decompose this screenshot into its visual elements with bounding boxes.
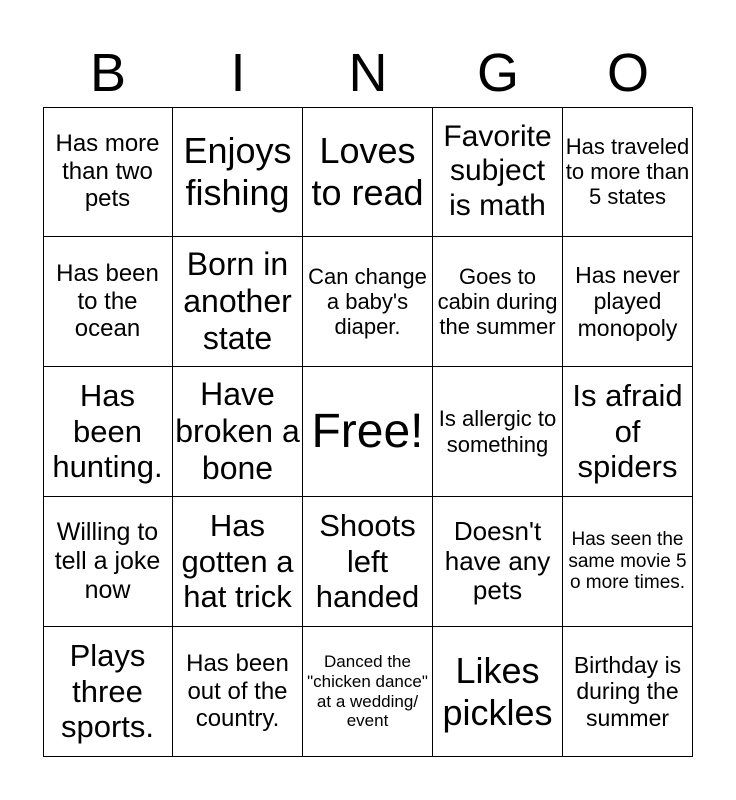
bingo-cell-text: Likes pickles (442, 650, 553, 733)
bingo-cell[interactable] (43, 497, 173, 627)
bingo-cell-text: Has been out of the country. (186, 650, 289, 733)
bingo-cell-text: Has been to the ocean (56, 260, 159, 343)
bingo-cell[interactable] (433, 237, 563, 367)
bingo-cell-text: Goes to cabin during the summer (437, 263, 558, 340)
bingo-cell-text: Has more than two pets (55, 130, 160, 213)
bingo-cell[interactable] (433, 367, 563, 497)
bingo-cell[interactable] (563, 237, 693, 367)
bingo-cell[interactable] (173, 237, 303, 367)
bingo-board (43, 107, 693, 757)
bingo-cell-text: Has traveled to more than 5 states (565, 133, 690, 210)
bingo-cell-text: Can change a baby's diaper. (308, 263, 427, 340)
bingo-cell-text: Birthday is during the summer (573, 651, 682, 731)
bingo-cell[interactable] (433, 107, 563, 237)
bingo-cell[interactable] (173, 367, 303, 497)
bingo-cell[interactable] (563, 107, 693, 237)
bingo-cell[interactable] (433, 627, 563, 757)
bingo-cell[interactable] (43, 237, 173, 367)
bingo-cell[interactable] (563, 627, 693, 757)
header-letter-n: N (348, 43, 388, 103)
free-space-cell[interactable] (303, 367, 433, 497)
bingo-cell[interactable] (173, 107, 303, 237)
bingo-cell[interactable] (173, 497, 303, 627)
bingo-cell[interactable] (303, 627, 433, 757)
bingo-cell[interactable] (43, 367, 173, 497)
bingo-cell[interactable] (563, 497, 693, 627)
bingo-cell-text: Has seen the same movie 5 o more times. (568, 528, 687, 594)
header-letter-o: O (606, 43, 649, 103)
bingo-cell-text: Doesn't have any pets (444, 515, 551, 606)
bingo-cell[interactable] (303, 497, 433, 627)
header-letter-b: B (89, 43, 127, 103)
bingo-cell-text: Is afraid of spiders (572, 378, 683, 485)
bingo-cell-text: Has been hunting. (52, 378, 163, 485)
bingo-cell[interactable] (173, 627, 303, 757)
bingo-cell[interactable] (303, 107, 433, 237)
bingo-cell-text: Danced the "chicken dance" at a wedding/ event (307, 652, 428, 731)
bingo-cell-text: Is allergic to something (438, 406, 557, 457)
header-letter-g: G (476, 43, 519, 103)
bingo-cell[interactable] (303, 237, 433, 367)
bingo-cell-text: Free! (311, 404, 424, 458)
bingo-cell[interactable] (433, 497, 563, 627)
bingo-cell-text: Plays three sports. (60, 638, 155, 745)
bingo-cell[interactable] (43, 107, 173, 237)
bingo-cell-text: Has never played monopoly (575, 261, 680, 341)
bingo-cell-text: Willing to tell a joke now (54, 518, 161, 604)
bingo-cell-text: Enjoys fishing (183, 130, 292, 213)
bingo-cell-text: Has gotten a hat trick (181, 508, 294, 615)
bingo-cell[interactable] (563, 367, 693, 497)
header-letter-i: I (230, 43, 246, 103)
bingo-cell-text: Favorite subject is math (443, 119, 552, 222)
bingo-cell-text: Loves to read (311, 130, 424, 213)
bingo-cell-text: Have broken a bone (175, 376, 300, 486)
bingo-cell[interactable] (43, 627, 173, 757)
bingo-cell-text: Shoots left handed (315, 508, 420, 615)
bingo-cell-text: Born in another state (183, 246, 292, 356)
bingo-header (43, 40, 693, 106)
